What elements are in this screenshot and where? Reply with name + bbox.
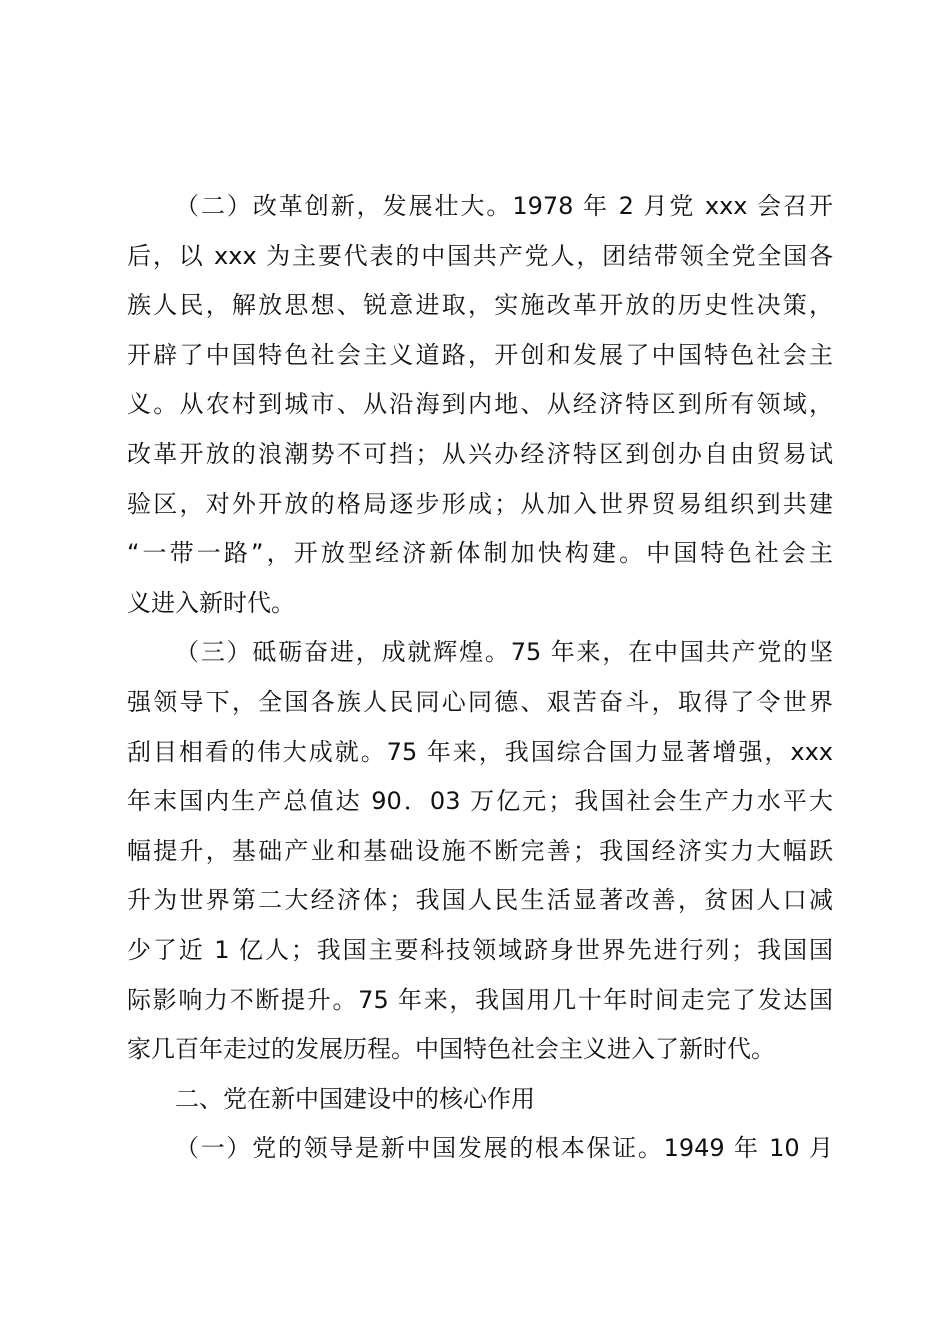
paragraph-3-line-5: 幅提升，基础产业和基础设施不断完善；我国经济实力大幅跃 — [127, 836, 833, 865]
paragraph-2-line-2: 后，以 xxx 为主要代表的中国共产党人，团结带领全党全国各 — [127, 241, 833, 270]
paragraph-2-line-4: 开辟了中国特色社会主义道路，开创和发展了中国特色社会主 — [127, 340, 833, 369]
paragraph-3-line-2: 强领导下，全国各族人民同心同德、艰苦奋斗，取得了令世界 — [127, 687, 833, 716]
paragraph-2-line-7: 验区，对外开放的格局逐步形成；从加入世界贸易组织到共建 — [127, 489, 833, 518]
paragraph-4-line-1: （一）党的领导是新中国发展的根本保证。1949 年 10 月 — [175, 1134, 833, 1163]
section-heading: 二、党在新中国建设中的核心作用 — [175, 1084, 535, 1113]
paragraph-3-line-8: 际影响力不断提升。75 年来，我国用几十年时间走完了发达国 — [127, 985, 833, 1014]
paragraph-3-line-9: 家几百年走过的发展历程。中国特色社会主义进入了新时代。 — [127, 1035, 775, 1064]
paragraph-3-line-6: 升为世界第二大经济体；我国人民生活显著改善，贫困人口减 — [127, 886, 833, 915]
paragraph-2-line-5: 义。从农村到城市、从沿海到内地、从经济特区到所有领域， — [127, 390, 833, 419]
paragraph-3-line-7: 少了近 1 亿人；我国主要科技领域跻身世界先进行列；我国国 — [127, 935, 833, 964]
paragraph-3-line-4: 年末国内生产总值达 90．03 万亿元；我国社会生产力水平大 — [127, 787, 833, 816]
paragraph-2-line-9: 义进入新时代。 — [127, 588, 295, 617]
paragraph-2-line-3: 族人民，解放思想、锐意进取，实施改革开放的历史性决策， — [127, 291, 833, 320]
paragraph-3-line-3: 刮目相看的伟大成就。75 年来，我国综合国力显著增强，xxx — [127, 737, 833, 766]
body-text — [127, 182, 833, 1174]
paragraph-2-line-6: 改革开放的浪潮势不可挡；从兴办经济特区到创办自由贸易试 — [127, 439, 833, 468]
paragraph-3-line-1: （三）砥砺奋进，成就辉煌。75 年来，在中国共产党的坚 — [175, 638, 833, 667]
paragraph-2-line-1: （二）改革创新，发展壮大。1978 年 2 月党 xxx 会召开 — [175, 192, 833, 220]
paragraph-2-line-8: “一带一路”，开放型经济新体制加快构建。中国特色社会主 — [127, 539, 833, 568]
